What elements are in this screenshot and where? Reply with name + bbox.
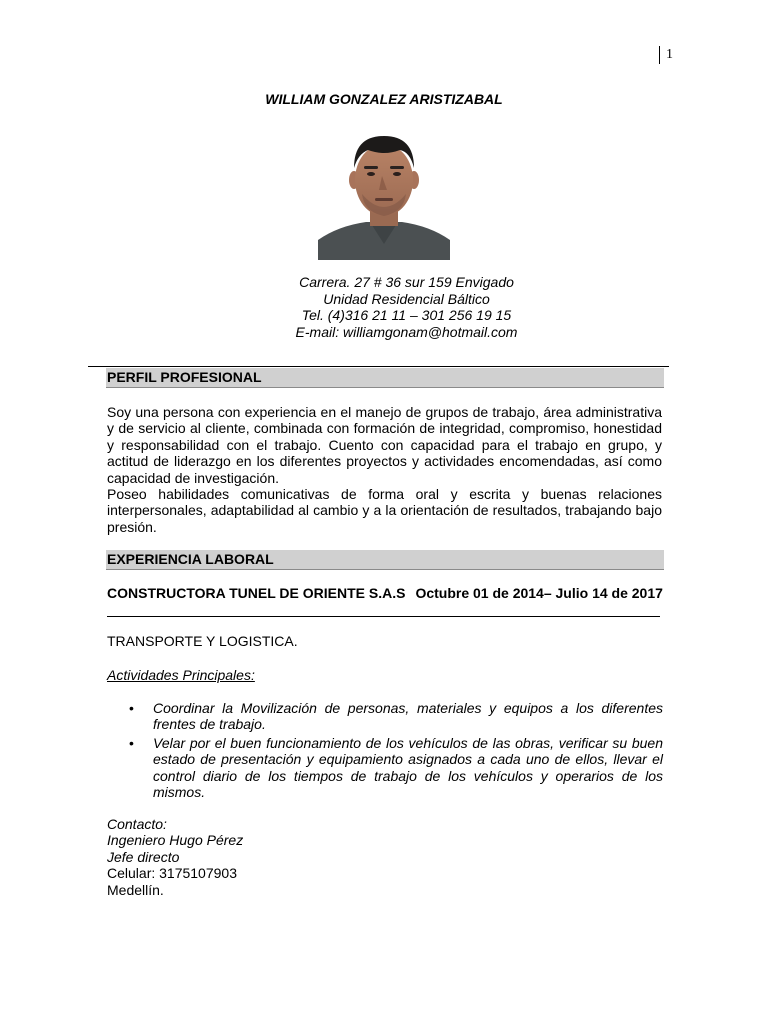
reference-person: Ingeniero Hugo Pérez xyxy=(107,832,244,849)
profile-paragraph-1: Soy una persona con experiencia en el manejo de grupos de trabajo, área administrativa y de servicio al cliente, combinada con formación de integridad, compromiso, honestidad y responsabilidad con el trabajo. Cuento con capacidad para el trabajo en grupo, y actitud de liderazgo en los diferentes proyectos y actividades encomendadas, así como capacidad de investigación. xyxy=(107,404,662,486)
company-name: CONSTRUCTORA TUNEL DE ORIENTE S.A.S xyxy=(107,585,406,601)
list-item xyxy=(107,700,663,733)
profile-photo-image xyxy=(318,128,450,260)
job-divider xyxy=(107,616,660,617)
header-divider xyxy=(88,366,669,367)
candidate-name: WILLIAM GONZALEZ ARISTIZABAL xyxy=(265,91,503,107)
experience-heading: EXPERIENCIA LABORAL xyxy=(106,550,664,570)
profile-heading: PERFIL PROFESIONAL xyxy=(106,368,664,388)
email-line: E-mail: williamgonam@hotmail.com xyxy=(295,323,518,340)
reference-phone: Celular: 3175107903 xyxy=(107,865,237,882)
job-dates: Octubre 01 de 2014– Julio 14 de 2017 xyxy=(415,585,663,601)
reference-block xyxy=(107,816,243,898)
contact-block xyxy=(0,274,768,340)
job-header xyxy=(107,585,667,601)
activities-title: Actividades Principales: xyxy=(107,667,255,683)
profile-photo xyxy=(318,128,450,260)
reference-label: Contacto: xyxy=(107,816,167,832)
profile-paragraph-2: Poseo habilidades comunicativas de forma oral y escrita y buenas relaciones interpersonales, adaptabilidad al cambio y a la orientación de resultados, trabajando bajo presión. xyxy=(107,486,662,535)
address-line: Carrera. 27 # 36 sur 159 Envigado xyxy=(299,274,514,290)
reference-city: Medellín. xyxy=(107,881,164,898)
residence-line: Unidad Residencial Báltico xyxy=(323,290,490,307)
bullet-icon: • xyxy=(129,734,134,751)
activities-list xyxy=(107,700,663,802)
phone-line: Tel. (4)316 21 11 – 301 256 19 15 xyxy=(301,307,512,323)
activity-text: Velar por el buen funcionamiento de los vehículos de las obras, verificar su buen estado de presentación y equipamiento asignados a cada uno de ellos, llevar el control diario de los tiempos de trabajo de los vehículos y operarios de los mismos. xyxy=(153,734,663,801)
page-number: 1 xyxy=(659,46,673,64)
activity-text: Coordinar la Movilización de personas, materiales y equipos a los diferentes frentes de trabajo. xyxy=(153,700,663,733)
bullet-icon: • xyxy=(129,700,134,716)
list-item xyxy=(107,735,663,801)
reference-role: Jefe directo xyxy=(107,848,180,865)
job-area: TRANSPORTE Y LOGISTICA. xyxy=(107,633,298,649)
